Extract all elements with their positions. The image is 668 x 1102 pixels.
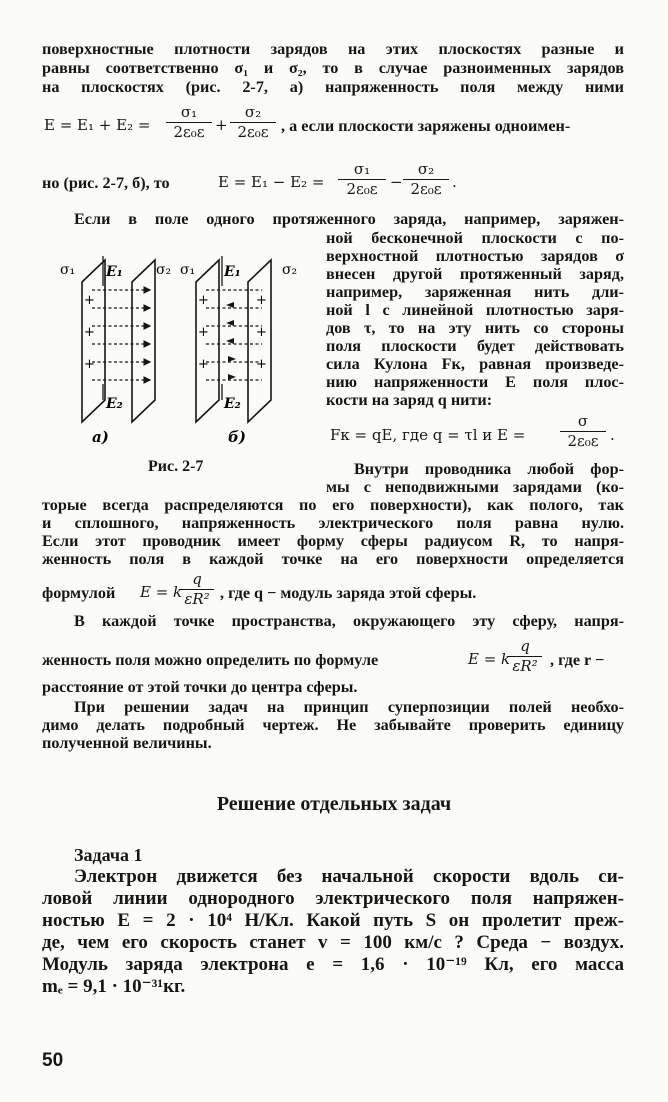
plane-left-b — [196, 260, 219, 422]
plane-right-a — [132, 260, 155, 422]
formula-sphere-fraction — [180, 571, 214, 608]
para-conductor-line-1: Внутри проводника любой фор- — [354, 460, 624, 478]
fraction-denominator: 2ε₀ε — [173, 123, 205, 141]
para-extended-line: верхностной плотностью зарядов σ — [326, 247, 624, 265]
para-space-lead: женность поля можно определить по формуле — [42, 651, 379, 669]
formula-same-lhs: E = E₁ − E₂ = — [218, 173, 325, 191]
para-extended-line: сила Кулона Fк, равная произведе- — [326, 355, 624, 373]
formula-opposite-lhs: E = E₁ + E₂ = — [44, 116, 151, 134]
formula-same-op: − — [390, 173, 403, 191]
para-extended-line: нию напряженности E поля плос- — [326, 373, 624, 391]
intro-line-2: равны соответственно σ₁ и σ₂, то в случае разноименных зарядов — [42, 59, 624, 77]
para-extended-line: внесен другой протяженный заряд, — [326, 265, 624, 283]
para-conductor-line-2: мы с неподвижными зарядами (ко- — [326, 478, 624, 496]
fraction-numerator: q — [192, 570, 202, 588]
fraction-denominator: 2ε₀ε — [237, 123, 269, 141]
formula-coulomb-lhs: Fк = qE, где q = τl и E = — [330, 426, 526, 444]
para-space-tail: , где r − — [550, 651, 605, 669]
plus-sign: + — [256, 325, 267, 340]
fraction-denominator: εR² — [512, 657, 538, 675]
panel-label-a: а) — [92, 428, 109, 446]
para-extended-line: ной бесконечной плоскости с по- — [326, 229, 624, 247]
formula-same-fraction-2 — [403, 161, 449, 198]
formula-space-lhs: E = k — [468, 650, 511, 668]
formula-same-end: . — [452, 173, 457, 191]
para-conductor-line-6: женность поля в каждой точке на его поверхности определяется — [42, 550, 624, 568]
intro-line-1: поверхностные плотности зарядов на этих плоскостях разные и — [42, 40, 624, 58]
e1-label-b: E₁ — [224, 264, 241, 280]
fraction-numerator: σ₁ — [180, 103, 198, 121]
task-line: mₑ = 9,1 · 10⁻³¹кг. — [42, 976, 186, 997]
figure-caption: Рис. 2-7 — [148, 458, 204, 475]
task-line: ловой линии однородного электрического поля напряжен- — [42, 888, 624, 909]
task-title: Задача 1 — [74, 845, 143, 865]
plane-right-b — [248, 260, 271, 422]
page-number: 50 — [42, 1050, 64, 1071]
formula-sphere-lhs: E = k — [140, 583, 183, 601]
para-extended-line: кости на заряд q нити: — [326, 391, 493, 409]
fraction-numerator: q — [520, 637, 530, 655]
formula-sphere-lead: формулой — [42, 584, 116, 602]
plus-sign: + — [198, 325, 209, 340]
plus-sign: + — [198, 357, 209, 372]
sigma2-label-a: σ₂ — [156, 262, 172, 278]
para-extended-line: дов τ, то на эту нить со стороны — [326, 319, 624, 337]
sigma2-label-b: σ₂ — [282, 262, 298, 278]
plus-sign: + — [256, 293, 267, 308]
sigma1-label-a: σ₁ — [60, 262, 76, 278]
fraction-denominator: 2ε₀ε — [410, 180, 442, 198]
e2-label-a: E₂ — [106, 396, 123, 412]
section-heading: Решение отдельных задач — [216, 793, 452, 815]
fraction-numerator: σ — [577, 412, 589, 430]
task-line: ностью E = 2 · 10⁴ Н/Кл. Какой путь S он пролетит преж- — [42, 910, 624, 931]
para-extended-line-0: Если в поле одного протяженного заряда, например, заряжен- — [74, 210, 624, 228]
plus-sign: + — [256, 357, 267, 372]
formula-same-lead: но (рис. 2-7, б), то — [42, 174, 170, 192]
para-conductor-line-3: торые всегда распределяются по его поверхности), как полого, так — [42, 496, 624, 514]
formula-coulomb-end: . — [610, 426, 615, 444]
task-line: Электрон движется без начальной скорости вдоль си- — [74, 866, 624, 887]
panel-label-b: б) — [228, 428, 246, 446]
formula-opposite-op: + — [215, 116, 228, 134]
arrowheads-b — [226, 302, 236, 380]
para-extended-line: например, заряженная нить дли- — [326, 283, 624, 301]
task-line: де, чем его скорость станет v = 100 км/с ? Среда − воздух. — [42, 932, 624, 953]
fraction-numerator: σ₂ — [244, 103, 262, 121]
formula-opposite-fraction-2 — [230, 104, 276, 141]
formula-same-fraction-1 — [338, 161, 386, 198]
sigma1-label-b: σ₁ — [180, 262, 196, 278]
para-conductor-line-5: Если этот проводник имеет форму сферы радиусом R, то напря- — [42, 532, 624, 550]
plus-sign: + — [84, 325, 95, 340]
plus-sign: + — [198, 293, 209, 308]
plane-left-a — [82, 260, 105, 422]
fraction-denominator: 2ε₀ε — [567, 432, 599, 450]
formula-opposite-fraction-1 — [166, 104, 212, 141]
task-line: Модуль заряда электрона e = 1,6 · 10⁻¹⁹ Кл, его масса — [42, 954, 624, 975]
plus-sign: + — [84, 293, 95, 308]
formula-sphere-tail: , где q − модуль заряда этой сферы. — [220, 584, 477, 602]
para-space-line-3: расстояние от этой точки до центра сферы. — [42, 678, 358, 696]
fraction-denominator: εR² — [184, 590, 210, 608]
intro-line-3: на плоскостях (рис. 2-7, а) напряженность поля между ними — [42, 78, 624, 96]
e2-label-b: E₂ — [224, 396, 241, 412]
figure-2-7 — [48, 250, 318, 465]
fraction-numerator: σ₁ — [353, 160, 371, 178]
plus-sign: + — [84, 357, 95, 372]
para-conductor-line-4: и сплошного, напряженность электрического поля равна нулю. — [42, 514, 624, 532]
para-space-line-1: В каждой точке пространства, окружающего эту сферу, напря- — [74, 612, 624, 630]
para-superposition-line-3: полученной величины. — [42, 734, 212, 752]
formula-opposite-tail: , а если плоскости заряжены одноимен- — [281, 117, 571, 135]
e1-label-a: E₁ — [106, 264, 123, 280]
para-extended-line: ной l с линейной плотностью заря- — [326, 301, 624, 319]
para-superposition-line-2: димо делать подробный чертеж. Не забывайте проверить единицу — [42, 716, 624, 734]
para-extended-line: поля плоскости будет действовать — [326, 337, 624, 355]
fraction-numerator: σ₂ — [417, 160, 435, 178]
formula-coulomb-fraction — [560, 413, 606, 450]
formula-space-fraction — [508, 638, 542, 675]
fraction-denominator: 2ε₀ε — [346, 180, 378, 198]
para-superposition-line-1: При решении задач на принцип суперпозиции полей необхо- — [74, 698, 624, 716]
